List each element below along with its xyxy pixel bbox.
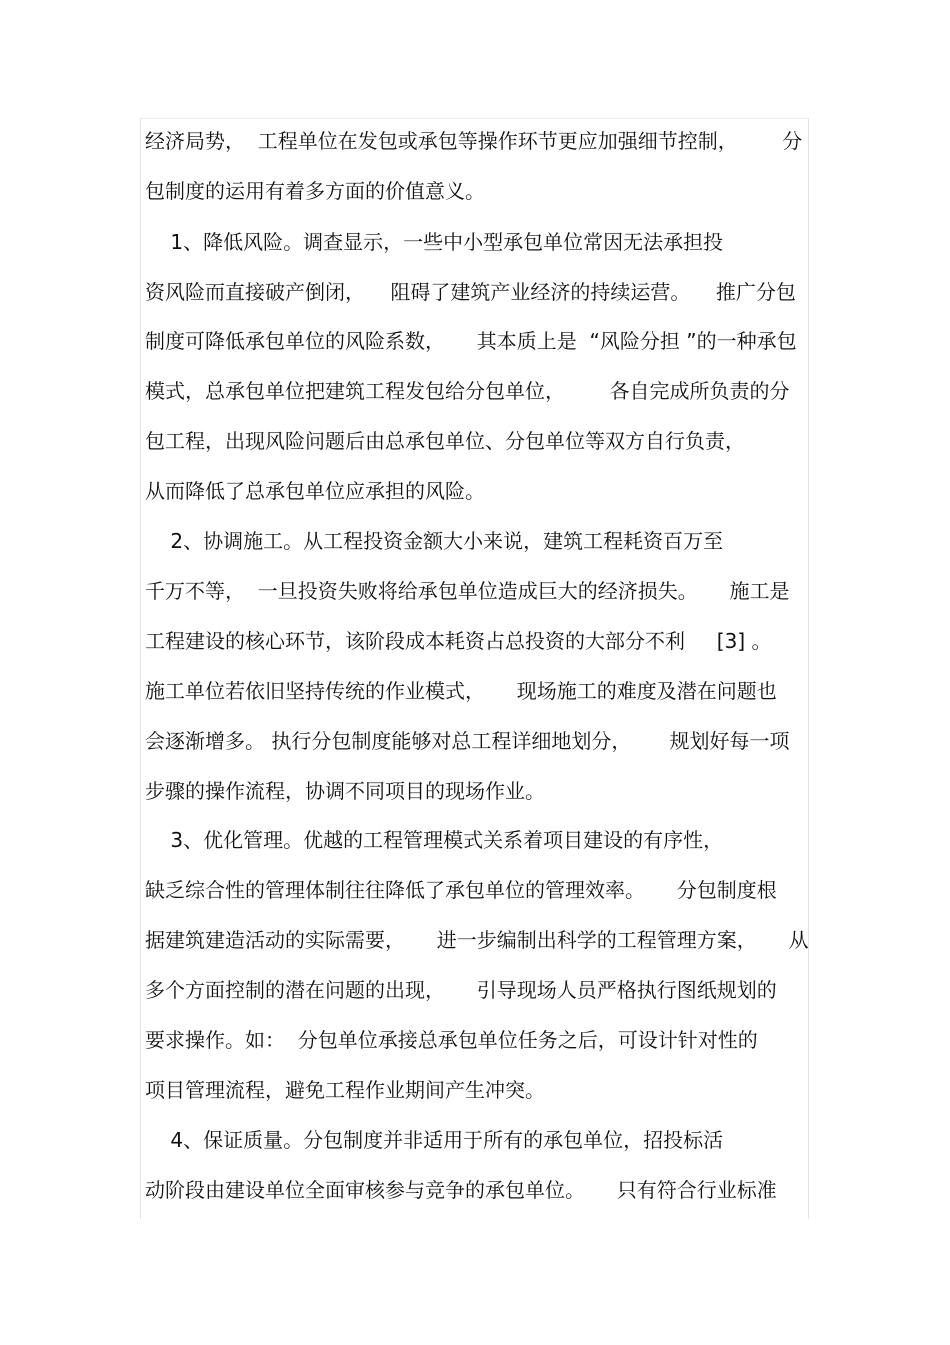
text-line: 项目管理流程，避免工程作业期间产生冲突。 xyxy=(145,1078,545,1102)
text-line: 资风险而直接破产倒闭， 阻碍了建筑产业经济的持续运营。 推广分包 xyxy=(145,280,796,304)
text-line: 2、协调施工。从工程投资金额大小来说，建筑工程耗资百万至 xyxy=(145,529,724,553)
text-line: 制度可降低承包单位的风险系数， 其本质上是 “风险分担 ”的一种承包 xyxy=(145,329,797,353)
text-line: 工程建设的核心环节，该阶段成本耗资占总投资的大部分不利 [3] 。 xyxy=(145,629,772,653)
text-line: 要求操作。如： 分包单位承接总承包单位任务之后，可设计针对性的 xyxy=(145,1028,758,1052)
text-line: 包制度的运用有着多方面的价值意义。 xyxy=(145,179,485,203)
text-line: 模式，总承包单位把建筑工程发包给分包单位， 各自完成所负责的分 xyxy=(145,379,790,403)
text-line: 动阶段由建设单位全面审核参与竞争的承包单位。 只有符合行业标准 xyxy=(145,1178,777,1202)
text-line: 步骤的操作流程，协调不同项目的现场作业。 xyxy=(145,779,545,803)
text-line: 千万不等， 一旦投资失败将给承包单位造成巨大的经济损失。 施工是 xyxy=(145,579,790,603)
text-line: 4、保证质量。分包制度并非适用于所有的承包单位，招投标活 xyxy=(145,1128,724,1152)
text-line: 1、降低风险。调查显示，一些中小型承包单位常因无法承担投 xyxy=(145,230,724,254)
text-line: 从而降低了总承包单位应承担的风险。 xyxy=(145,479,485,503)
text-line: 缺乏综合性的管理体制往往降低了承包单位的管理效率。 分包制度根 xyxy=(145,878,777,902)
text-line: 3、优化管理。优越的工程管理模式关系着项目建设的有序性， xyxy=(145,828,724,852)
text-line: 经济局势， 工程单位在发包或承包等操作环节更应加强细节控制， 分 xyxy=(145,129,803,153)
text-line: 多个方面控制的潜在问题的出现， 引导现场人员严格执行图纸规划的 xyxy=(145,978,777,1002)
text-line: 包工程，出现风险问题后由总承包单位、分包单位等双方自行负责， xyxy=(145,429,745,453)
text-line: 施工单位若依旧坚持传统的作业模式， 现场施工的难度及潜在问题也 xyxy=(145,679,777,703)
text-line: 会逐渐增多。 执行分包制度能够对总工程详细地划分， 规划好每一项 xyxy=(145,729,790,753)
text-line: 据建筑建造活动的实际需要， 进一步编制出科学的工程管理方案， 从 xyxy=(145,928,809,952)
